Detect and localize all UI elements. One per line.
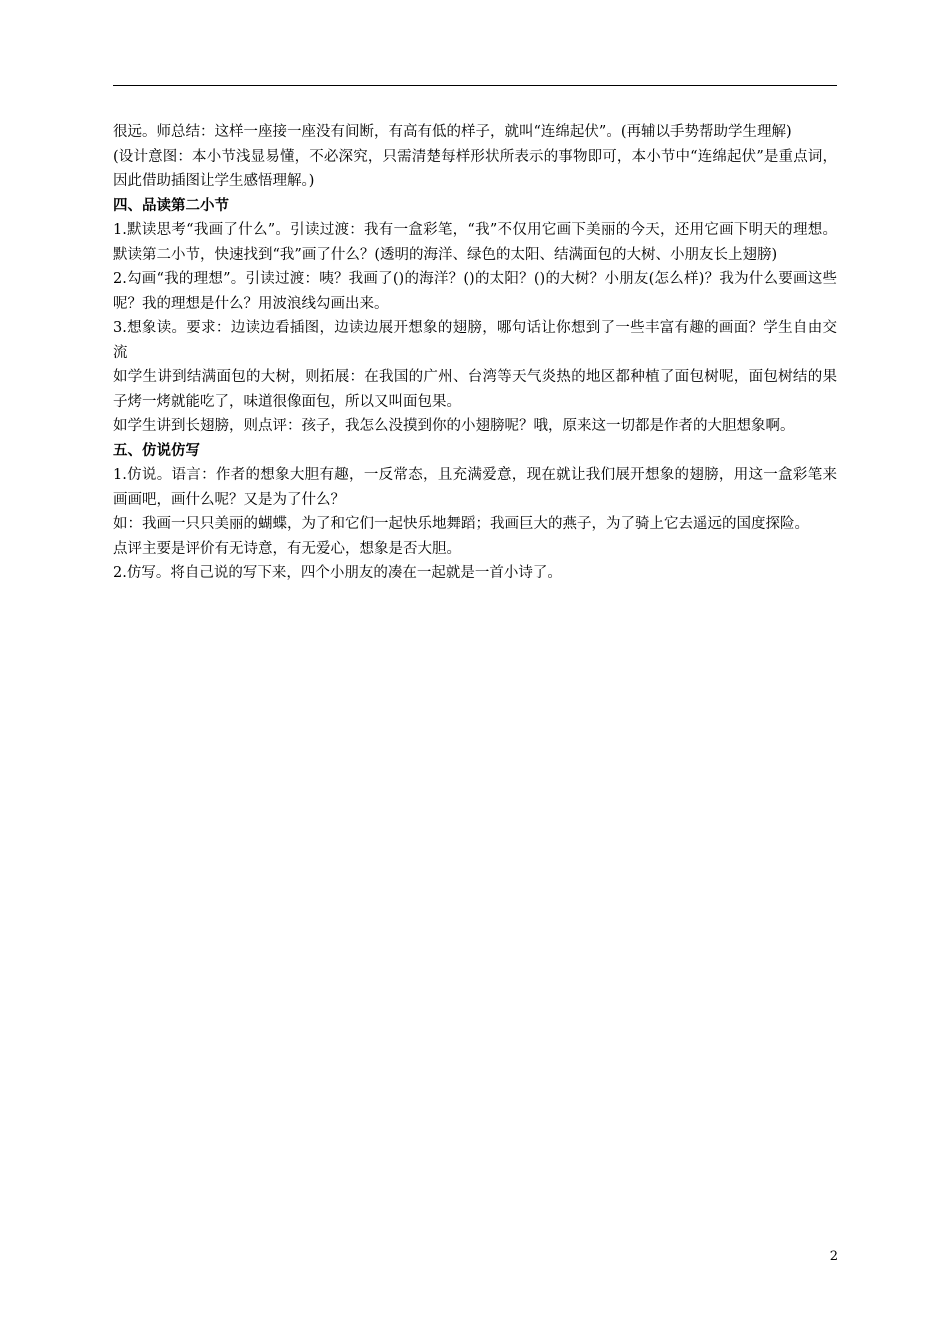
paragraph: 1.默读思考“我画了什么”。引读过渡：我有一盒彩笔，“我”不仅用它画下美丽的今天，还用它画下明天的理想。默读第二小节，快速找到“我”画了什么？(透明的海洋、绿色的太阳、结满面包的大树、小朋友长上翅膀) [113,222,837,263]
paragraph: 2.仿写。将自己说的写下来，四个小朋友的凑在一起就是一首小诗了。 [113,565,562,581]
paragraph: 如学生讲到长翅膀，则点评：孩子，我怎么没摸到你的小翅膀呢？哦，原来这一切都是作者的大胆想象啊。 [113,418,795,434]
paragraph: 点评主要是评价有无诗意，有无爱心，想象是否大胆。 [113,540,461,557]
paragraph: 如学生讲到结满面包的大树，则拓展：在我国的广州、台湾等天气炎热的地区都种植了面包树呢，面包树结的果子烤一烤就能吃了，味道很像面包，所以又叫面包果。 [113,369,837,410]
section-heading: 五、仿说仿写 [113,442,200,459]
paragraph: 3.想象读。要求：边读边看插图，边读边展开想象的翅膀，哪句话让你想到了一些丰富有趣的画面？学生自由交流 [113,320,837,361]
paragraph: 很远。师总结：这样一座接一座没有间断，有高有低的样子，就叫“连绵起伏”。(再辅以手势帮助学生理解) [113,124,792,140]
header-rule [113,85,837,86]
document-body [113,120,837,586]
paragraph: 如：我画一只只美丽的蝴蝶，为了和它们一起快乐地舞蹈；我画巨大的燕子，为了骑上它去遥远的国度探险。 [113,516,809,532]
section-heading: 四、品读第二小节 [113,197,229,214]
paragraph: (设计意图：本小节浅显易懂，不必深究，只需清楚每样形状所表示的事物即可，本小节中“连绵起伏”是重点词，因此借助插图让学生感悟理解。) [113,148,837,189]
paragraph: 1.仿说。语言：作者的想象大胆有趣，一反常态，且充满爱意，现在就让我们展开想象的翅膀，用这一盒彩笔来画画吧，画什么呢？又是为了什么？ [113,467,837,508]
page-number: 2 [829,1249,838,1264]
paragraph: 2.勾画“我的理想”。引读过渡：咦？我画了()的海洋？()的太阳？()的大树？小朋友(怎么样)？我为什么要画这些呢？我的理想是什么？用波浪线勾画出来。 [113,271,837,312]
